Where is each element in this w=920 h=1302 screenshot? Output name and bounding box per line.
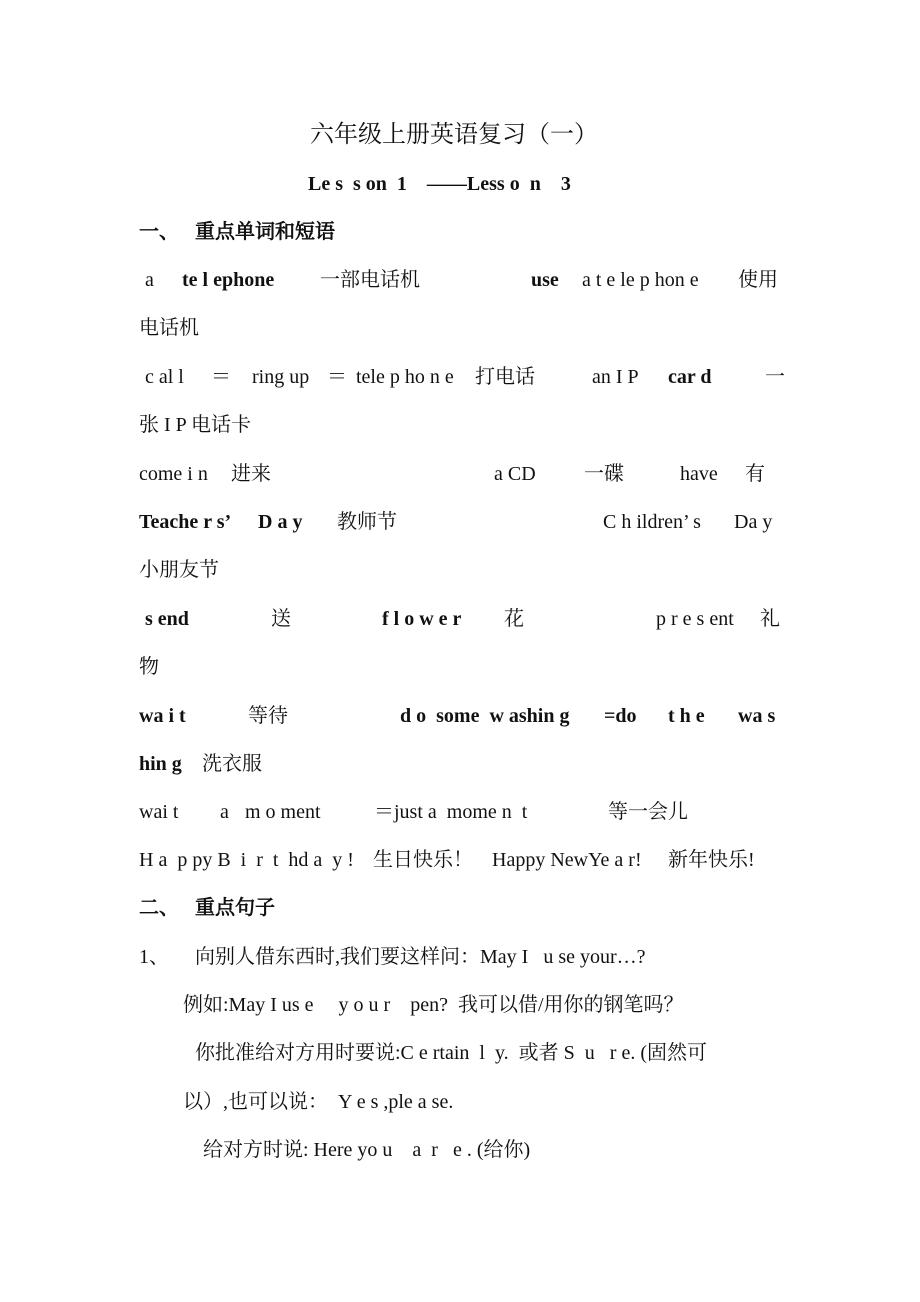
vocab-word: have [680,463,718,485]
vocab-meaning: 一碟 [584,463,624,485]
vocab-word: a CD [494,463,536,485]
page-title: 六年级上册英语复习（一） [310,122,598,148]
vocab-word: a t e le p hon e [582,269,699,291]
vocab-word: come i n [139,463,208,485]
section1-number: 一、 [139,221,179,243]
vocab-word: wai t [139,801,179,823]
vocab-word: te l ephone [182,269,275,291]
vocab-word: Happy NewYe a r! [492,849,642,871]
page-subtitle: Le s s on 1 ——Less o n 3 [308,173,571,195]
vocab-word: wa i t [139,705,186,727]
vocab-meaning: 进来 [231,463,271,485]
section2-heading: 重点句子 [195,897,275,919]
vocab-word: ＝just a mome n t [374,801,528,823]
vocab-word: d o some w ashin g [400,705,570,727]
vocab-word: hin g [139,753,182,775]
sentence-example: 例如:May I us e y o u r pen? 我可以借/用你的钢笔吗？ [183,994,684,1016]
sentence-give: 给对方时说: Here yo u a r e . (给你) [203,1139,531,1161]
vocab-meaning: 使用 [738,269,778,291]
sentence-approve-continued: 以）,也可以说： Y e s ,ple a se. [183,1091,454,1113]
vocab-meaning: 小朋友节 [139,559,219,581]
vocab-meaning: 等待 [248,705,288,727]
vocab-word: H a p py B i r t hd a y ! [139,849,354,871]
vocab-word: t h e [668,705,705,727]
vocab-meaning: 物 [139,656,159,678]
vocab-word: an I P [592,366,639,388]
vocab-meaning: 有 [745,463,765,485]
vocab-word: C h ildren’ s [603,511,701,533]
vocab-word: Da y [734,511,773,533]
vocab-word: c al l [145,366,184,388]
sentence-approve: 你批准给对方用时要说:C e rtain l y. 或者 S u r e. (固然可 [195,1042,708,1064]
sentence-text: 向别人借东西时,我们要这样问：May I u se your…? [195,946,646,968]
vocab-word: s end [145,608,189,630]
vocab-word: p r e s ent [656,608,734,630]
vocab-word: f l o w e r [382,608,462,630]
section1-heading: 重点单词和短语 [195,221,335,243]
equals-sign: ＝ [211,366,231,388]
vocab-word: a [145,269,154,291]
vocab-word: a [220,801,229,823]
vocab-meaning: 张 I P 电话卡 [139,414,252,436]
equals-sign: ＝ [327,366,347,388]
vocab-word: Teache r s’ [139,511,232,533]
vocab-meaning: 送 [271,608,291,630]
vocab-word: D a y [258,511,303,533]
vocab-meaning: 教师节 [337,511,397,533]
vocab-word: tele p ho n e [356,366,454,388]
section2-number: 二、 [139,897,179,919]
vocab-meaning: 等一会儿 [608,801,688,823]
vocab-meaning: 电话机 [139,317,199,339]
vocab-word: car d [668,366,712,388]
vocab-meaning: 一部电话机 [320,269,420,291]
vocab-meaning: 洗衣服 [202,753,262,775]
vocab-meaning: 一 [765,366,785,388]
vocab-meaning: 花 [504,608,524,630]
sentence-number: 1、 [139,946,169,968]
vocab-meaning: 打电话 [475,366,535,388]
vocab-word: wa s [738,705,776,727]
vocab-word: ring up [252,366,310,388]
vocab-word: =do [604,705,637,727]
vocab-word: m o ment [245,801,321,823]
vocab-word: use [531,269,559,291]
vocab-meaning: 生日快乐！ [373,849,473,871]
vocab-meaning: 新年快乐! [668,849,755,871]
vocab-meaning: 礼 [760,608,780,630]
